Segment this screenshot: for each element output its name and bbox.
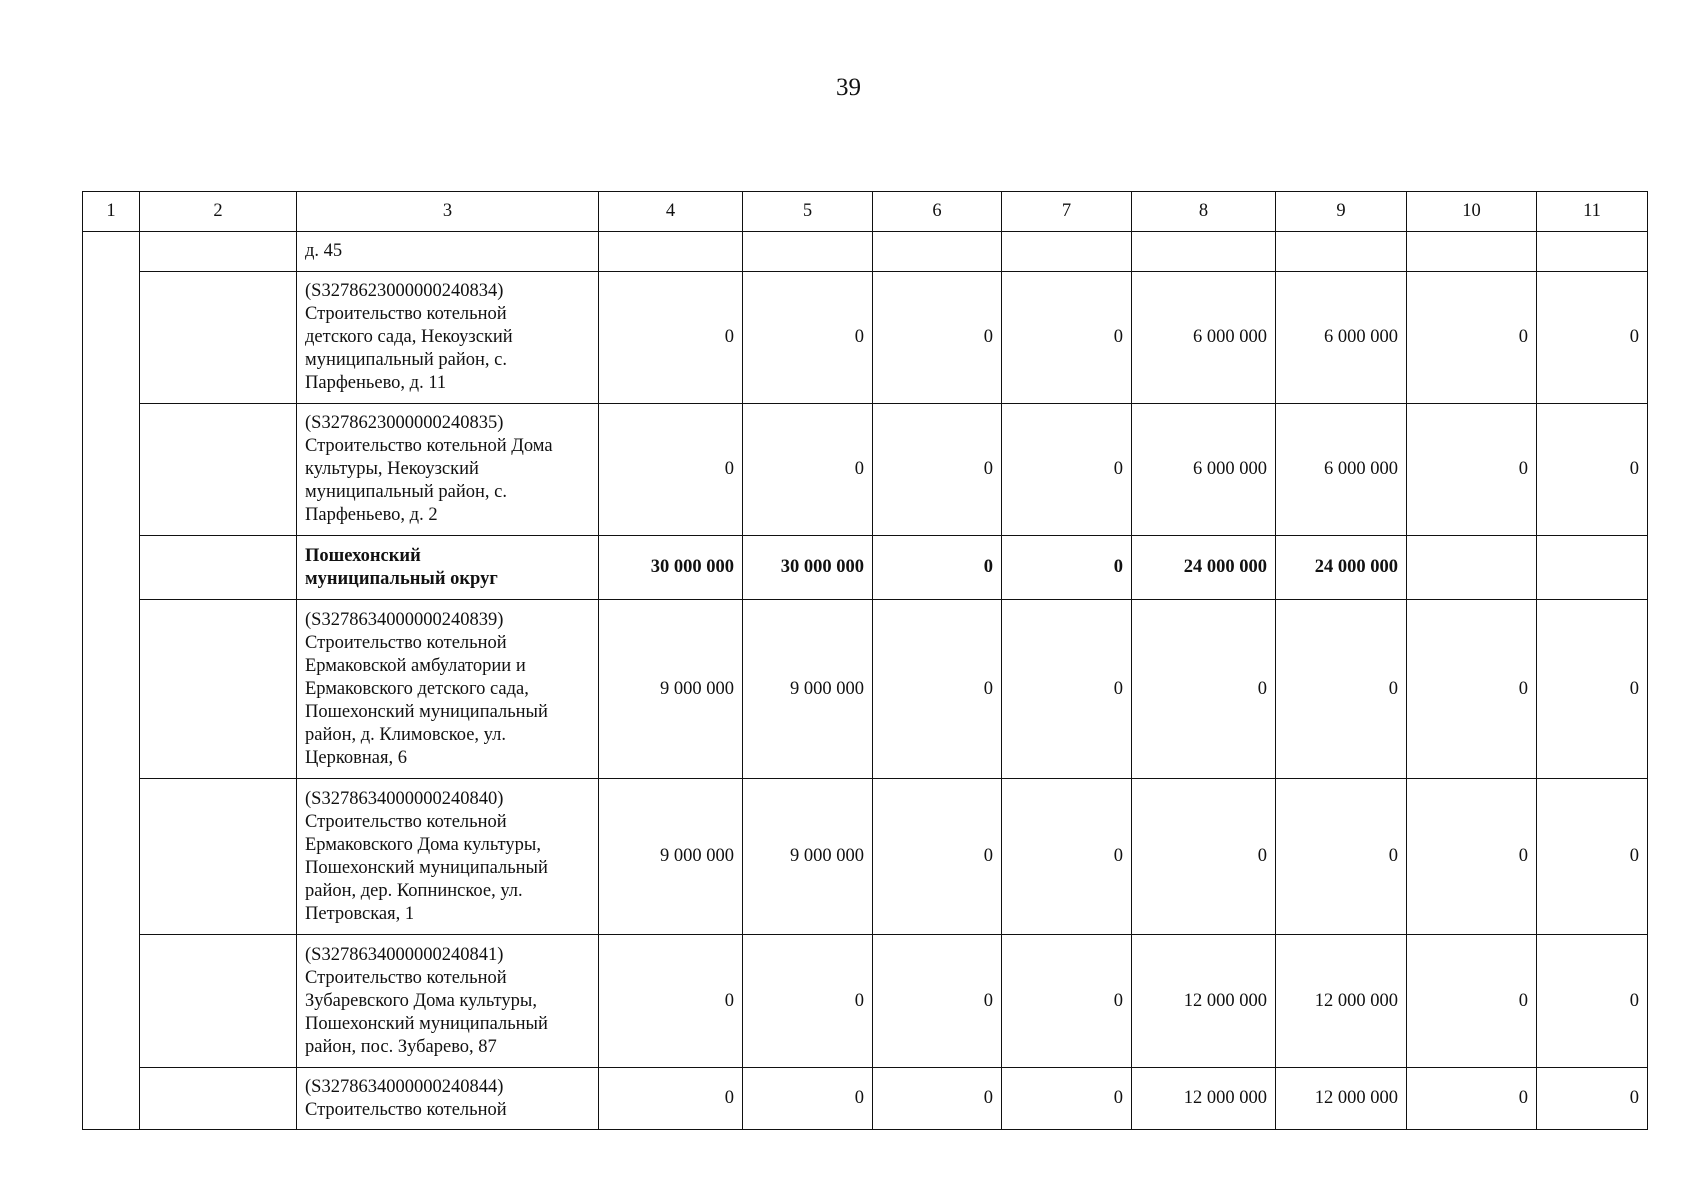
- col2-cell: [140, 1068, 297, 1130]
- description-line: район, дер. Копнинское, ул.: [305, 880, 523, 901]
- column-header: 7: [1002, 192, 1132, 232]
- value-cell: [1276, 232, 1407, 272]
- value-cell: 0: [1537, 1068, 1648, 1130]
- description-line: Пошехонский муниципальный: [305, 701, 548, 722]
- value-cell: 0: [1002, 1068, 1132, 1130]
- description-cell: [297, 779, 599, 935]
- description-line: Зубаревского Дома культуры,: [305, 990, 537, 1011]
- value-cell: 0: [873, 779, 1002, 935]
- value-cell: 0: [1002, 600, 1132, 779]
- table-row: [83, 232, 1648, 272]
- description-line: Строительство котельной: [305, 811, 507, 832]
- value-cell: 0: [1407, 1068, 1537, 1130]
- value-cell: 0: [1407, 935, 1537, 1068]
- column-header: 5: [743, 192, 873, 232]
- table-row: [83, 935, 1648, 1068]
- description-cell: [297, 536, 599, 600]
- value-cell: 0: [1407, 404, 1537, 536]
- budget-table: [82, 191, 1648, 1130]
- table-row: [83, 404, 1648, 536]
- value-cell: 9 000 000: [743, 779, 873, 935]
- value-cell: 30 000 000: [743, 536, 873, 600]
- value-cell: 0: [599, 272, 743, 404]
- col2-cell: [140, 779, 297, 935]
- value-cell: 0: [743, 935, 873, 1068]
- col1-cell: [83, 232, 140, 1130]
- value-cell: [1537, 232, 1648, 272]
- value-cell: 0: [1132, 779, 1276, 935]
- value-cell: 0: [599, 935, 743, 1068]
- description-line: (S3278623000000240834): [305, 281, 504, 301]
- description-line: район, пос. Зубарево, 87: [305, 1036, 497, 1057]
- value-cell: 24 000 000: [1132, 536, 1276, 600]
- description-line: (S3278634000000240839): [305, 609, 504, 630]
- value-cell: 6 000 000: [1132, 272, 1276, 404]
- value-cell: 9 000 000: [743, 600, 873, 779]
- value-cell: 0: [1407, 272, 1537, 404]
- description-line: детского сада, Некоузский: [305, 327, 513, 347]
- value-cell: 9 000 000: [599, 600, 743, 779]
- value-cell: 12 000 000: [1132, 935, 1276, 1068]
- description-line: д. 45: [305, 241, 343, 261]
- value-cell: 6 000 000: [1276, 272, 1407, 404]
- description-line: Строительство котельной: [305, 304, 507, 324]
- value-cell: 0: [1407, 600, 1537, 779]
- description-line: (S3278634000000240840): [305, 788, 504, 809]
- value-cell: 0: [1537, 272, 1648, 404]
- description-cell: [297, 935, 599, 1068]
- value-cell: 0: [873, 600, 1002, 779]
- description-line: Пошехонский муниципальный: [305, 857, 548, 878]
- col2-cell: [140, 600, 297, 779]
- value-cell: 12 000 000: [1276, 1068, 1407, 1130]
- table-row: [83, 272, 1648, 404]
- column-header: 11: [1537, 192, 1648, 232]
- description-line: (S3278623000000240835): [305, 413, 504, 433]
- description-line: Строительство котельной: [305, 632, 507, 653]
- column-header: 8: [1132, 192, 1276, 232]
- value-cell: 0: [1002, 779, 1132, 935]
- value-cell: [1407, 232, 1537, 272]
- description-cell: [297, 272, 599, 404]
- col2-cell: [140, 536, 297, 600]
- description-line: муниципальный округ: [305, 568, 498, 589]
- value-cell: 0: [599, 404, 743, 536]
- value-cell: [1002, 232, 1132, 272]
- value-cell: [1537, 536, 1648, 600]
- value-cell: 0: [1276, 779, 1407, 935]
- col2-cell: [140, 935, 297, 1068]
- table-row: [83, 779, 1648, 935]
- column-header: 2: [140, 192, 297, 232]
- value-cell: 0: [1537, 935, 1648, 1068]
- value-cell: 0: [1002, 536, 1132, 600]
- table-row: [83, 1068, 1648, 1130]
- description-cell: [297, 600, 599, 779]
- description-line: муниципальный район, с.: [305, 482, 507, 502]
- description-line: Строительство котельной: [305, 1099, 507, 1120]
- value-cell: 0: [873, 272, 1002, 404]
- description-line: Строительство котельной Дома: [305, 436, 553, 456]
- value-cell: 0: [1002, 935, 1132, 1068]
- value-cell: [743, 232, 873, 272]
- description-line: Парфеньево, д. 2: [305, 505, 438, 525]
- description-line: Ермаковского Дома культуры,: [305, 834, 541, 855]
- value-cell: [873, 232, 1002, 272]
- value-cell: 0: [1537, 600, 1648, 779]
- value-cell: 24 000 000: [1276, 536, 1407, 600]
- description-line: Парфеньево, д. 11: [305, 373, 447, 393]
- description-line: Ермаковского детского сада,: [305, 678, 529, 699]
- description-line: (S3278634000000240841): [305, 944, 504, 965]
- description-line: Пошехонский: [305, 545, 421, 566]
- description-line: муниципальный район, с.: [305, 350, 507, 370]
- value-cell: 0: [1407, 779, 1537, 935]
- value-cell: 0: [1002, 272, 1132, 404]
- description-line: (S3278634000000240844): [305, 1076, 504, 1097]
- column-header: 4: [599, 192, 743, 232]
- value-cell: 9 000 000: [599, 779, 743, 935]
- value-cell: [1132, 232, 1276, 272]
- description-line: Пошехонский муниципальный: [305, 1013, 548, 1034]
- description-line: район, д. Климовское, ул.: [305, 724, 506, 745]
- value-cell: 0: [1002, 404, 1132, 536]
- col2-cell: [140, 404, 297, 536]
- header-row: [83, 192, 1648, 232]
- value-cell: 6 000 000: [1132, 404, 1276, 536]
- description-cell: [297, 1068, 599, 1130]
- value-cell: 0: [873, 1068, 1002, 1130]
- table-row: [83, 600, 1648, 779]
- description-line: культуры, Некоузский: [305, 459, 479, 479]
- description-cell: [297, 232, 599, 272]
- description-line: Ермаковской амбулатории и: [305, 655, 526, 676]
- value-cell: 0: [743, 272, 873, 404]
- value-cell: [599, 232, 743, 272]
- page-number: 39: [836, 74, 861, 101]
- value-cell: 0: [1276, 600, 1407, 779]
- column-header: 1: [83, 192, 140, 232]
- value-cell: 0: [1537, 779, 1648, 935]
- col2-cell: [140, 272, 297, 404]
- column-header: 10: [1407, 192, 1537, 232]
- col2-cell: [140, 232, 297, 272]
- description-line: Строительство котельной: [305, 967, 507, 988]
- value-cell: 0: [1537, 404, 1648, 536]
- description-line: Церковная, 6: [305, 747, 407, 768]
- value-cell: 0: [873, 935, 1002, 1068]
- column-header: 3: [297, 192, 599, 232]
- column-header: 6: [873, 192, 1002, 232]
- value-cell: 0: [873, 536, 1002, 600]
- description-cell: [297, 404, 599, 536]
- value-cell: [1407, 536, 1537, 600]
- value-cell: 30 000 000: [599, 536, 743, 600]
- value-cell: 0: [1132, 600, 1276, 779]
- value-cell: 0: [743, 1068, 873, 1130]
- column-header: 9: [1276, 192, 1407, 232]
- value-cell: 6 000 000: [1276, 404, 1407, 536]
- value-cell: 0: [873, 404, 1002, 536]
- value-cell: 0: [743, 404, 873, 536]
- value-cell: 0: [599, 1068, 743, 1130]
- table-body: [83, 232, 1648, 1130]
- table-row: [83, 536, 1648, 600]
- value-cell: 12 000 000: [1276, 935, 1407, 1068]
- description-line: Петровская, 1: [305, 903, 415, 924]
- value-cell: 12 000 000: [1132, 1068, 1276, 1130]
